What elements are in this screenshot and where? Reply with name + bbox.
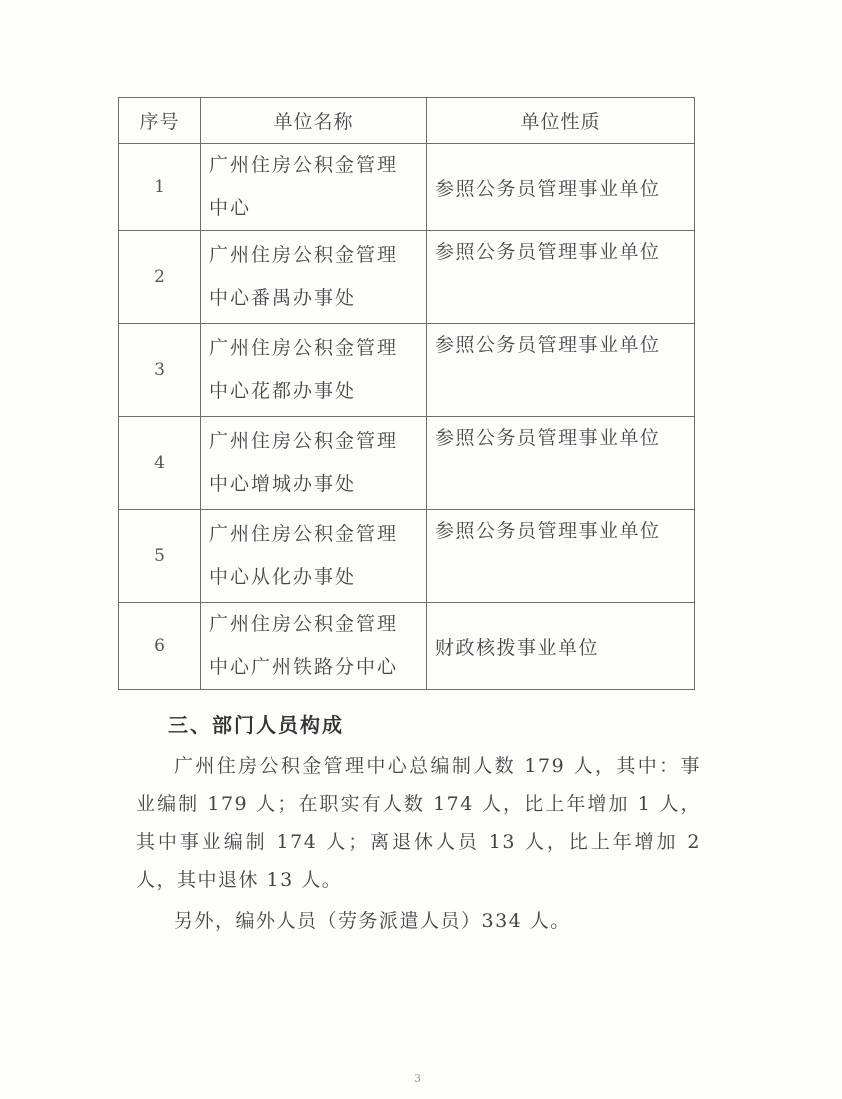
unit-name-line: 广州住房公积金管理 (209, 337, 399, 359)
unit-table (118, 97, 695, 690)
row-unit-name (201, 603, 427, 690)
staff-composition-paragraph: 广州住房公积金管理中心总编制人数 179 人，其中：事业编制 179 人；在职实有人数 174 人，比上年增加 1 人，其中事业编制 174 人；离退休人员 13 人，比上年增加 2 人，其中退休 13 人。 (136, 755, 701, 891)
row-unit-name (201, 417, 427, 510)
row-index: 5 (119, 510, 201, 603)
table-row (119, 510, 695, 603)
header-index: 序号 (119, 98, 201, 144)
table-row (119, 603, 695, 690)
row-unit-name (201, 510, 427, 603)
unit-name-line: 广州住房公积金管理 (209, 244, 399, 266)
row-unit-nature: 参照公务员管理事业单位 (427, 231, 695, 324)
unit-name-line: 中心增城办事处 (209, 473, 357, 495)
row-unit-name (201, 324, 427, 417)
row-unit-name (201, 144, 427, 231)
unit-name-line: 中心从化办事处 (209, 566, 357, 588)
header-unit-nature: 单位性质 (427, 98, 695, 144)
unit-name-line: 中心广州铁路分中心 (209, 656, 399, 678)
table-row (119, 144, 695, 231)
unit-name-line: 中心花都办事处 (209, 380, 357, 402)
row-index: 4 (119, 417, 201, 510)
row-unit-nature: 参照公务员管理事业单位 (427, 324, 695, 417)
unit-name-line: 广州住房公积金管理 (209, 523, 399, 545)
row-index: 2 (119, 231, 201, 324)
row-unit-nature: 参照公务员管理事业单位 (427, 417, 695, 510)
unit-name-line: 中心 (209, 197, 252, 219)
section-heading: 三、部门人员构成 (168, 713, 344, 737)
table-row (119, 231, 695, 324)
table-row (119, 417, 695, 510)
extra-staff-paragraph: 另外，编外人员（劳务派遣人员）334 人。 (174, 910, 571, 932)
table-header-row (119, 98, 695, 144)
unit-name-line: 广州住房公积金管理 (209, 154, 399, 176)
page-number: 3 (414, 1072, 421, 1085)
row-index: 6 (119, 603, 201, 690)
table-row (119, 324, 695, 417)
row-unit-nature: 参照公务员管理事业单位 (427, 510, 695, 603)
row-index: 3 (119, 324, 201, 417)
row-index: 1 (119, 144, 201, 231)
row-unit-nature: 财政核拨事业单位 (427, 603, 695, 690)
unit-name-line: 中心番禺办事处 (209, 287, 357, 309)
row-unit-nature: 参照公务员管理事业单位 (427, 144, 695, 231)
unit-name-line: 广州住房公积金管理 (209, 613, 399, 635)
unit-name-line: 广州住房公积金管理 (209, 430, 399, 452)
row-unit-name (201, 231, 427, 324)
header-unit-name: 单位名称 (201, 98, 427, 144)
